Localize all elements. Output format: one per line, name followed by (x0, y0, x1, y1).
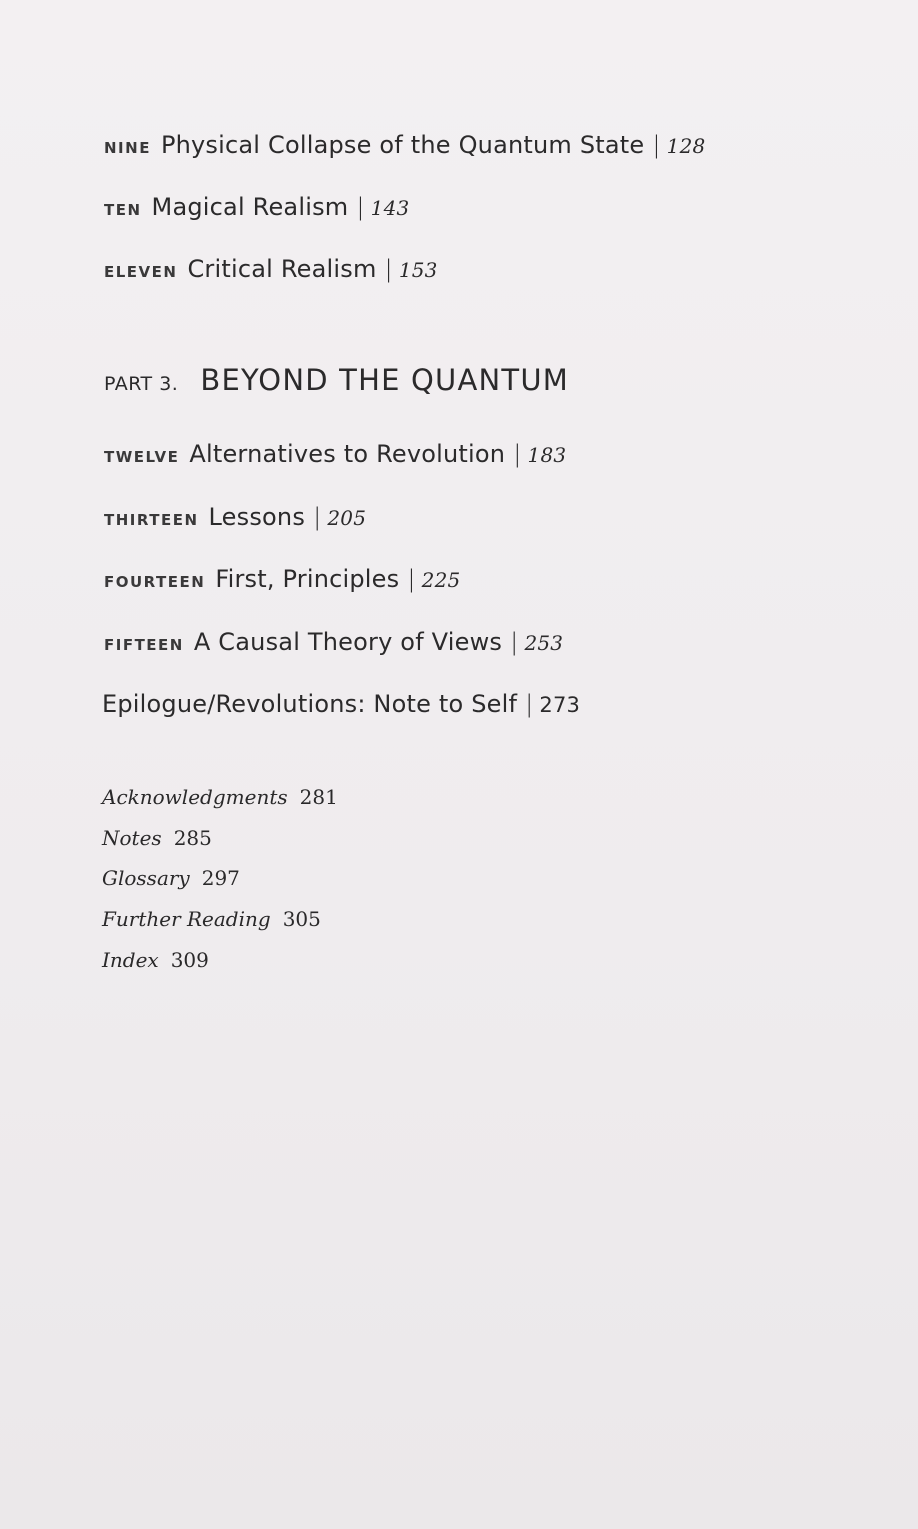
chapter-number: TWELVE (104, 448, 180, 466)
toc-entry-ten[interactable] (104, 193, 409, 221)
epilogue-page: 273 (539, 693, 581, 717)
back-matter-title: Further Reading (102, 907, 271, 931)
toc-entry-epilogue[interactable] (102, 690, 580, 718)
separator: | (510, 628, 519, 656)
toc-entry-nine[interactable] (104, 131, 705, 159)
chapter-title: Alternatives to Revolution (189, 440, 506, 468)
chapter-page: 253 (524, 631, 564, 655)
chapter-number: FIFTEEN (104, 636, 184, 654)
separator: | (513, 440, 522, 468)
chapter-page: 143 (370, 196, 410, 220)
toc-entry-fourteen[interactable] (104, 565, 460, 593)
chapter-page: 128 (666, 134, 706, 158)
chapter-page: 225 (421, 568, 461, 592)
chapter-number: THIRTEEN (104, 511, 199, 529)
chapter-page: 183 (527, 443, 567, 467)
chapter-page: 205 (327, 506, 367, 530)
epilogue-title: Epilogue/Revolutions: Note to Self (102, 690, 518, 718)
back-matter-index[interactable] (102, 948, 209, 972)
toc-entry-twelve[interactable] (104, 440, 566, 468)
toc-entry-thirteen[interactable] (104, 503, 366, 531)
chapter-title: Lessons (208, 503, 306, 531)
chapter-number: NINE (104, 139, 151, 157)
back-matter-title: Acknowledgments (102, 785, 288, 809)
back-matter-acknowledgments[interactable] (102, 785, 338, 809)
chapter-title: Magical Realism (151, 193, 349, 221)
back-matter-notes[interactable] (102, 826, 212, 850)
separator: | (407, 565, 416, 593)
back-matter-page: 305 (282, 907, 321, 931)
back-matter-title: Index (102, 948, 159, 972)
separator: | (525, 690, 534, 718)
chapter-title: Physical Collapse of the Quantum State (160, 131, 645, 159)
chapter-title: A Causal Theory of Views (193, 628, 503, 656)
back-matter-page: 285 (173, 826, 212, 850)
back-matter-glossary[interactable] (102, 866, 240, 890)
chapter-title: First, Principles (215, 565, 400, 593)
chapter-page: 153 (398, 258, 438, 282)
part-title: BEYOND THE QUANTUM (200, 363, 569, 397)
back-matter-further-reading[interactable] (102, 907, 321, 931)
back-matter-page: 297 (201, 866, 240, 890)
chapter-title: Critical Realism (187, 255, 377, 283)
separator: | (384, 255, 393, 283)
back-matter-title: Notes (102, 826, 162, 850)
separator: | (652, 131, 661, 159)
chapter-number: TEN (104, 201, 142, 219)
part-label: PART 3. (104, 373, 179, 395)
back-matter-title: Glossary (102, 866, 190, 890)
toc-entry-eleven[interactable] (104, 255, 438, 283)
chapter-number: ELEVEN (104, 263, 178, 281)
separator: | (313, 503, 322, 531)
chapter-number: FOURTEEN (104, 573, 206, 591)
part-heading[interactable] (104, 363, 569, 397)
separator: | (356, 193, 365, 221)
toc-entry-fifteen[interactable] (104, 628, 563, 656)
back-matter-page: 309 (170, 948, 209, 972)
back-matter-page: 281 (299, 785, 338, 809)
